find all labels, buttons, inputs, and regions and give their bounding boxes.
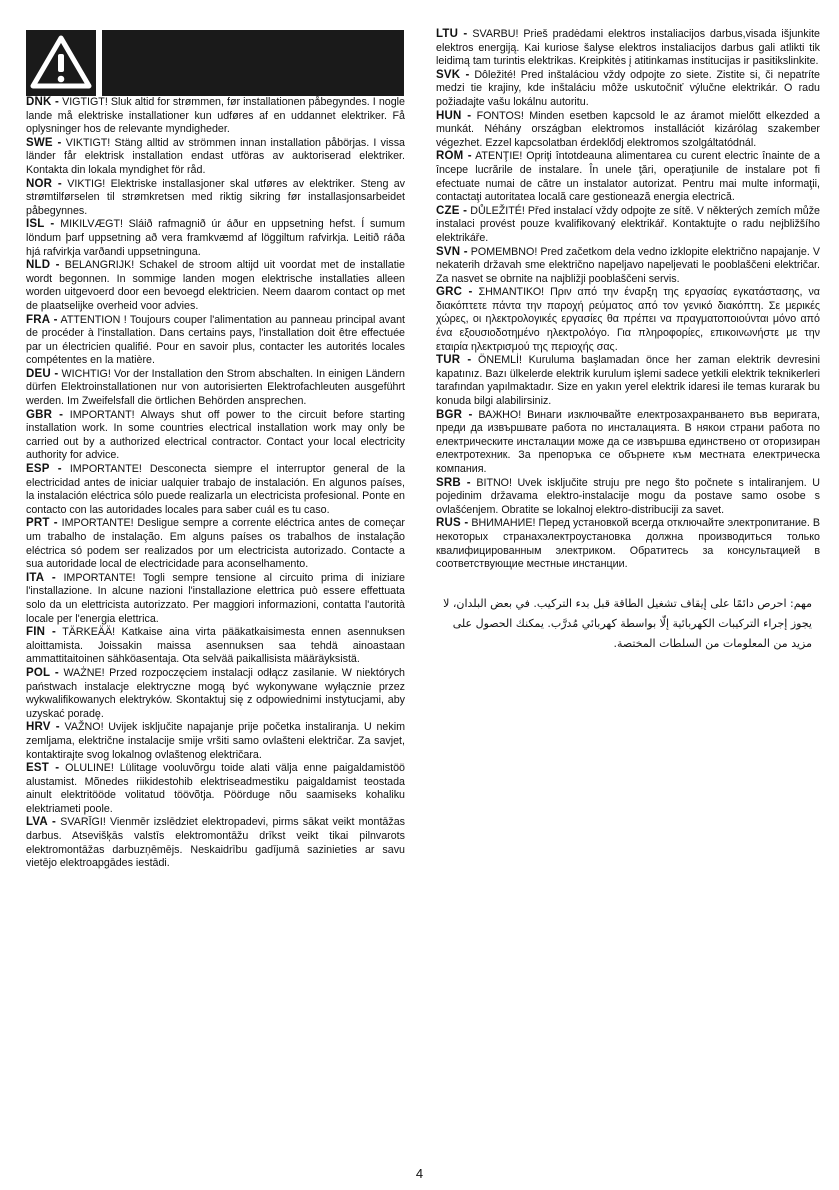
warning-text: IMPORTANTE! Togli sempre tensione al circuito prima di iniziare l'installazione. In alcune nazioni l'installazione elettrica può essere effettuata solo da un elettricista autorizzato. Per maggiori informazioni, contatta l'autorità locale per l'energia elettrica. [26, 571, 405, 625]
language-warning-entry [26, 368, 405, 409]
language-code: FRA - [26, 313, 58, 326]
language-warning-entry [26, 463, 405, 517]
language-warning-entry [436, 28, 820, 69]
language-code: TUR - [436, 354, 472, 367]
warning-text: VIKTIG! Elektriske installasjoner skal utføres av elektriker. Steng av strømtilførselen til strømkretsen med riktig sikring før installasjonsarbeidet påbegynnes. [26, 177, 405, 217]
warning-text: MIKILVÆGT! Sláið rafmagnið úr áður en uppsetning hefst. Í sumum löndum þarf uppsetning að vera framkvæmd af löggiltum rafvirkja. Leitið ráða hjá rafvirkja varðandi uppsetninguna. [26, 218, 405, 258]
warning-text: VIGTIGT! Sluk altid for strømmen, før installationen påbegyndes. I nogle lande må elektriske installationer kun udføres af en uddannet elektriker. Få oplysninger hos de relevante myndigheder. [26, 96, 405, 136]
language-warning-entry [26, 178, 405, 219]
warning-text: WAŻNE! Przed rozpoczęciem instalacji odłącz zasilanie. W niektórych państwach instalacje elektryczne mogą być wykonywane wyłącznie przez wykwalifikowanych elektryków. Skontaktuj się z odpowiednimi instytucjami, aby uzyskać poradę. [26, 666, 405, 720]
header-black-bar [102, 30, 404, 96]
warning-text: ВНИМАНИЕ! Перед установкой всегда отключайте электропитание. В некоторых странахэлектроустановка должна производиться только квалифицированным электриком. Обратитесь за консультацией в соответствующие местные инстанции. [436, 517, 820, 571]
language-code: CZE - [436, 204, 468, 217]
warning-text: VAŽNO! Uvijek isključite napajanje prije početka instaliranja. U nekim zemljama, električne instalacije smije vršiti samo ovlašteni električar. Za savjet, kontaktirajte svog lokalnog ovlaštenog električara. [26, 721, 405, 761]
warning-text: ATENŢIE! Opriţi întotdeauna alimentarea cu curent electric înainte de a începe lucrările de instalare. În unele ţări, operaţiunile de instalare pot fi efectuate numai de către un instalator autorizat. Pentru mai multe informaţii, contactaţi autoritatea locală care gestionează energia electrică. [436, 150, 820, 204]
warning-header [26, 30, 404, 96]
language-code: ITA - [26, 571, 56, 584]
language-code: PRT - [26, 517, 58, 530]
warning-text: TÄRKEÄÄ! Katkaise aina virta pääkatkaisimesta ennen asennuksen aloittamista. Joissakin maissa asennuksen saa tehdä ainoastaan ammattitaitoinen sähköasentaja. Ota selvää paikallisista määräyksistä. [26, 626, 405, 666]
language-warning-entry [436, 69, 820, 110]
language-code: GBR - [26, 408, 64, 421]
warning-text: BELANGRIJK! Schakel de stroom altijd uit voordat met de installatie wordt begonnen. In sommige landen mogen elektrische installaties alleen worden uitgevoerd door een bevoegd elektricien. Neem daarom contact op met de plaatselijke overheid voor advies. [26, 259, 405, 312]
language-code: NLD - [26, 259, 60, 272]
language-warning-entry [26, 762, 405, 816]
language-code: HUN - [436, 109, 472, 122]
language-code: ISL - [26, 218, 55, 231]
language-code: GRC - [436, 286, 473, 299]
warning-text: SVARĪGI! Vienmēr izslēdziet elektropadevi, pirms sākat veikt montāžas darbus. Atsevišķās valstīs elektromontāžu drīkst veikt tikai pilnvarots elektromontāžas darbuzņēmējs. Neskaidrību gadījumā sazinieties ar savu vietējo elektroapgādes iestādi. [26, 816, 405, 870]
language-warning-entry [26, 721, 405, 762]
warning-text: POMEMBNO! Pred začetkom dela vedno izklopite električno napajanje. V nekaterih državah sme električno napeljavo napeljevati le pooblaščeni električar. Za nasvet se obrnite na najbližji pooblaščeni servis. [436, 245, 821, 285]
language-warning-entry [436, 286, 820, 354]
warning-text: DŮLEŽITÉ! Před instalací vždy odpojte ze sítě. V některých zemích může instalaci provést pouze kvalifikovaný elektrikář. Kontaktujte o radu nejbližšího elektrikáře. [436, 204, 820, 244]
warning-text: FONTOS! Minden esetben kapcsold le az áramot mielőtt elkezded a munkát. Néhány országban elektromos installációt kizárólag szakember végezhet. Ezzel kapcsolatban érdeklődj elektromos szolgáltatódnál. [436, 109, 820, 149]
warning-text: SVARBU! Prieš pradėdami elektros instaliacijos darbus,visada išjunkite elektros energiją. Kai kuriose šalyse elektros instaliacijos darbus gali atlikti tik leidimą tam turintis elektrikas. Kreipkitės į atitinkamas institucijas ir pasitikslinkite. [436, 28, 821, 68]
language-warning-entry [26, 409, 405, 463]
language-warning-entry [436, 150, 820, 204]
language-code: RUS - [436, 517, 469, 530]
language-warning-entry [26, 816, 405, 870]
language-warning-entry [436, 517, 820, 571]
language-warning-entry [26, 667, 405, 721]
warning-text: ATTENTION ! Toujours couper l'alimentation au panneau principal avant de procéder à l'installation. Dans certains pays, l'installation doit être effectuée par un électricien qualifié. Pour en savoir plus, contacter les autorités locales compétentes en la matière. [26, 313, 405, 367]
language-code: DNK - [26, 96, 60, 108]
warning-text: ÖNEMLİ! Kuruluma başlamadan önce her zaman elektrik devresini kapatınız. Bazı ülkelerde elektrik kurulum işlemi sadece yetkili elektrik teknikerleri tarafından yapılmaktadır. Size en yakın yerel elektrik idaresi ile temas kurarak bu konuda bilgi alabilirsiniz. [436, 354, 820, 408]
language-warning-entry [436, 477, 820, 518]
page-number: 4 [415, 1166, 424, 1181]
language-warning-entry [26, 137, 405, 178]
language-code: ESP - [26, 463, 62, 476]
language-warning-entry [26, 259, 405, 313]
language-warning-entry [26, 572, 405, 626]
language-code: SVK - [436, 68, 470, 81]
language-warning-entry [436, 246, 820, 287]
warning-text: IMPORTANTE! Desconecta siempre el interruptor general de la electricidad antes de iniciar ualquier trabajo de instalación. En algunos países, la instalación eléctrica sólo puede realizarla un electricista profesional. Ponte en contacto con las autoridades locales para saber cuál es tu caso. [26, 463, 406, 516]
language-code: EST - [26, 762, 60, 775]
language-code: POL - [26, 666, 59, 679]
language-warning-entry [26, 517, 405, 571]
warning-text: WICHTIG! Vor der Installation den Strom abschalten. In einigen Ländern dürfen Elektroinstallationen nur von autorisierten Elektrofachleuten ausgeführt werden. Im Zweifelsfall die örtlichen Behörden ansprechen. [26, 367, 405, 408]
language-code: HRV - [26, 721, 60, 734]
language-warning-entry [436, 409, 820, 477]
language-warning-entry [436, 205, 820, 246]
language-warning-entry [436, 110, 820, 151]
language-code: BGR - [436, 408, 473, 421]
warning-text: OLULINE! Lülitage vooluvõrgu toide alati välja enne paigaldamistöö alustamist. Mõnedes riikidestohib elektriseadmestiku paigaldamist teostada ainult elektritööde volitatud töövõtja. Pöörduge nõu saamiseks kohaliku elektriameti poole. [26, 762, 406, 815]
language-code: LVA - [26, 816, 57, 829]
language-code: SRB - [436, 476, 471, 489]
language-code: NOR - [26, 177, 62, 190]
language-warning-entry [26, 96, 405, 137]
warning-text: IMPORTANTE! Desligue sempre a corrente eléctrica antes de começar um trabalho de instalação. Em alguns países os trabalhos de instalação eléctrica só podem ser realizados por um electricista autorizado. Contacte a sua autoridade local de electricidade para aconselhamento. [26, 517, 405, 571]
language-code: ROM - [436, 150, 472, 163]
language-code: SWE - [26, 136, 62, 149]
warning-text: ВАЖНО! Винаги изключвайте електрозахранването във веригата, преди да извършвате работа по инсталацията. В някои страни работа по електрическите инсталации може да се извършва единствено от оторизиран електротехник. За препоръка се обърнете към местната електрическа компания. [436, 408, 820, 475]
language-warning-entry [26, 626, 405, 667]
language-warning-entry [26, 218, 405, 259]
language-code: FIN - [26, 626, 57, 639]
language-warning-entry [26, 314, 405, 368]
right-column [436, 28, 820, 654]
warning-text: IMPORTANT! Always shut off power to the circuit before starting installation work. In some countries electrical installation work may only be carried out by a authorized electrical contractor. Contact your local electricity authority for advice. [26, 408, 405, 462]
warning-triangle-icon [26, 30, 96, 96]
language-code: LTU - [436, 28, 468, 40]
warning-text: BITNO! Uvek isključite struju pre nego što počnete s intaliranjem. U pojedinim državama elektro-instalacije mogu da postave samo osobe s ovlašćenjem. Obratite se lokalnoj elektro-distribuciji za savet. [436, 476, 820, 516]
language-code: DEU - [26, 367, 59, 380]
left-column [26, 96, 405, 871]
arabic-warning-text: مهم: احرص دائمًا على إيقاف تشغيل الطاقة قبل بدء التركيب. في بعض البلدان، لا يجوز إجراء التركيبات الكهربائية إلّا بواسطة كهربائي مُدرَّب. يمكنك الحصول على مزيد من المعلومات من السلطات المختصة. [443, 596, 812, 650]
warning-text: VIKTIGT! Stäng alltid av strömmen innan installation påbörjas. I vissa länder får elektrisk installation endast utföras av auktoriserad elektriker. Kontakta din lokala myndighet för råd. [26, 136, 405, 176]
warning-text: Dôležité! Pred inštaláciou vždy odpojte zo siete. Zistite si, či nepatríte medzi tie krajiny, kde inštaláciu môže uskutočniť výlučne elektrikár. O radu požiadajte vašu lokálnu autoritu. [436, 68, 820, 108]
warning-text: ΣΗΜΑΝΤΙΚΟ! Πριν από την έναρξη της εργασίας εγκατάστασης, να διακόπτετε πάντα την παροχή ρεύματος από τον γενικό διακόπτη. Σε μερικές χώρες, οι ηλεκτρολογικές εργασίες θα πρέπει να πραγματοποιούνται μόνο από ένα εξουσιοδοτημένο ηλεκτρολόγο. Για πληροφορίες, επικοινωνήστε με την εταιρία ηλεκτρισμού της περιοχής σας. [436, 286, 820, 353]
language-code: SVN - [436, 245, 468, 258]
language-warning-entry [436, 354, 820, 408]
